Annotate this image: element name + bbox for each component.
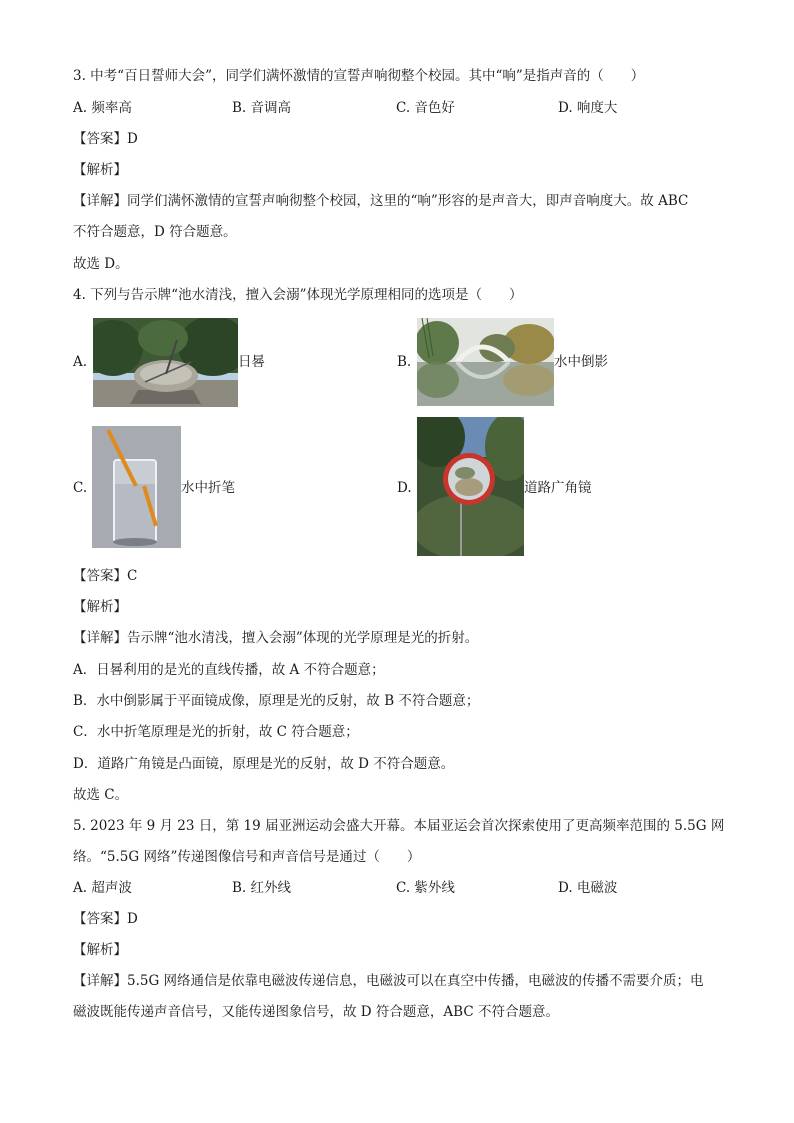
q3-option-d: D. 响度大 [558, 100, 618, 116]
q4-detail-c: C．水中折笔原理是光的折射，故 C 符合题意； [73, 724, 359, 740]
q5-option-d: D. 电磁波 [558, 880, 618, 896]
sundial-image [93, 318, 238, 407]
q4-option-d-caption: 道路广角镜 [524, 480, 592, 496]
q4-option-c-caption: 水中折笔 [181, 480, 235, 496]
q5-stem-line-1: 5. 2023 年 9 月 23 日，第 19 届亚洲运动会盛大开幕。本届亚运会首次探索使用了更高频率范围的 5.5G 网 [73, 818, 725, 834]
q4-detail-b: B．水中倒影属于平面镜成像，原理是光的反射，故 B 不符合题意； [73, 693, 480, 709]
q3-stem: 3. 中考“百日誓师大会”，同学们满怀激情的宣誓声响彻整个校园。其中“响”是指声音的（ ） [73, 68, 645, 84]
q5-detail-line-2: 磁波既能传递声音信号，又能传递图象信号，故 D 符合题意，ABC 不符合题意。 [73, 1004, 559, 1020]
q5-option-a: A. 超声波 [73, 880, 132, 896]
q3-option-b: B. 音调高 [232, 100, 292, 116]
q3-conclusion: 故选 D。 [73, 256, 129, 272]
q5-option-b: B. 红外线 [232, 880, 292, 896]
q3-option-c: C. 音色好 [396, 100, 455, 116]
q4-detail-d: D．道路广角镜是凸面镜，原理是光的反射，故 D 不符合题意。 [73, 756, 455, 772]
q4-stem: 4. 下列与告示牌“池水清浅，擅入会溺”体现光学原理相同的选项是（ ） [73, 287, 523, 303]
q5-detail-line-1: 【详解】5.5G 网络通信是依靠电磁波传递信息，电磁波可以在真空中传播，电磁波的传播不需要介质；电 [73, 973, 704, 989]
q5-answer: 【答案】D [73, 911, 138, 927]
q3-option-a: A. 频率高 [73, 100, 132, 116]
q5-option-c: C. 紫外线 [396, 880, 455, 896]
q4-option-d-letter: D. [397, 480, 412, 496]
q4-conclusion: 故选 C。 [73, 787, 129, 803]
q4-option-a-caption: 日晷 [238, 354, 265, 370]
q3-analysis: 【解析】 [73, 162, 127, 178]
q3-detail-line-2: 不符合题意，D 符合题意。 [73, 224, 237, 240]
q4-option-a-letter: A. [73, 354, 88, 370]
q4-option-b-caption: 水中倒影 [554, 354, 608, 370]
q4-answer: 【答案】C [73, 568, 138, 584]
q4-analysis: 【解析】 [73, 599, 127, 615]
q4-detail-intro: 【详解】告示牌“池水清浅，擅入会溺”体现的光学原理是光的折射。 [73, 630, 479, 646]
q5-analysis: 【解析】 [73, 942, 127, 958]
q4-option-b-letter: B. [397, 354, 412, 370]
pencil-in-water-image [92, 426, 181, 548]
q4-option-c-letter: C. [73, 480, 88, 496]
water-reflection-image [417, 318, 554, 406]
q3-detail-line-1: 【详解】同学们满怀激情的宣誓声响彻整个校园，这里的“响”形容的是声音大，即声音响度大。故 ABC [73, 193, 689, 209]
q3-answer: 【答案】D [73, 131, 138, 147]
convex-mirror-image [417, 417, 524, 556]
q5-stem-line-2: 络。“5.5G 网络”传递图像信号和声音信号是通过（ ） [73, 849, 421, 865]
q4-detail-a: A．日晷利用的是光的直线传播，故 A 不符合题意； [73, 662, 385, 678]
